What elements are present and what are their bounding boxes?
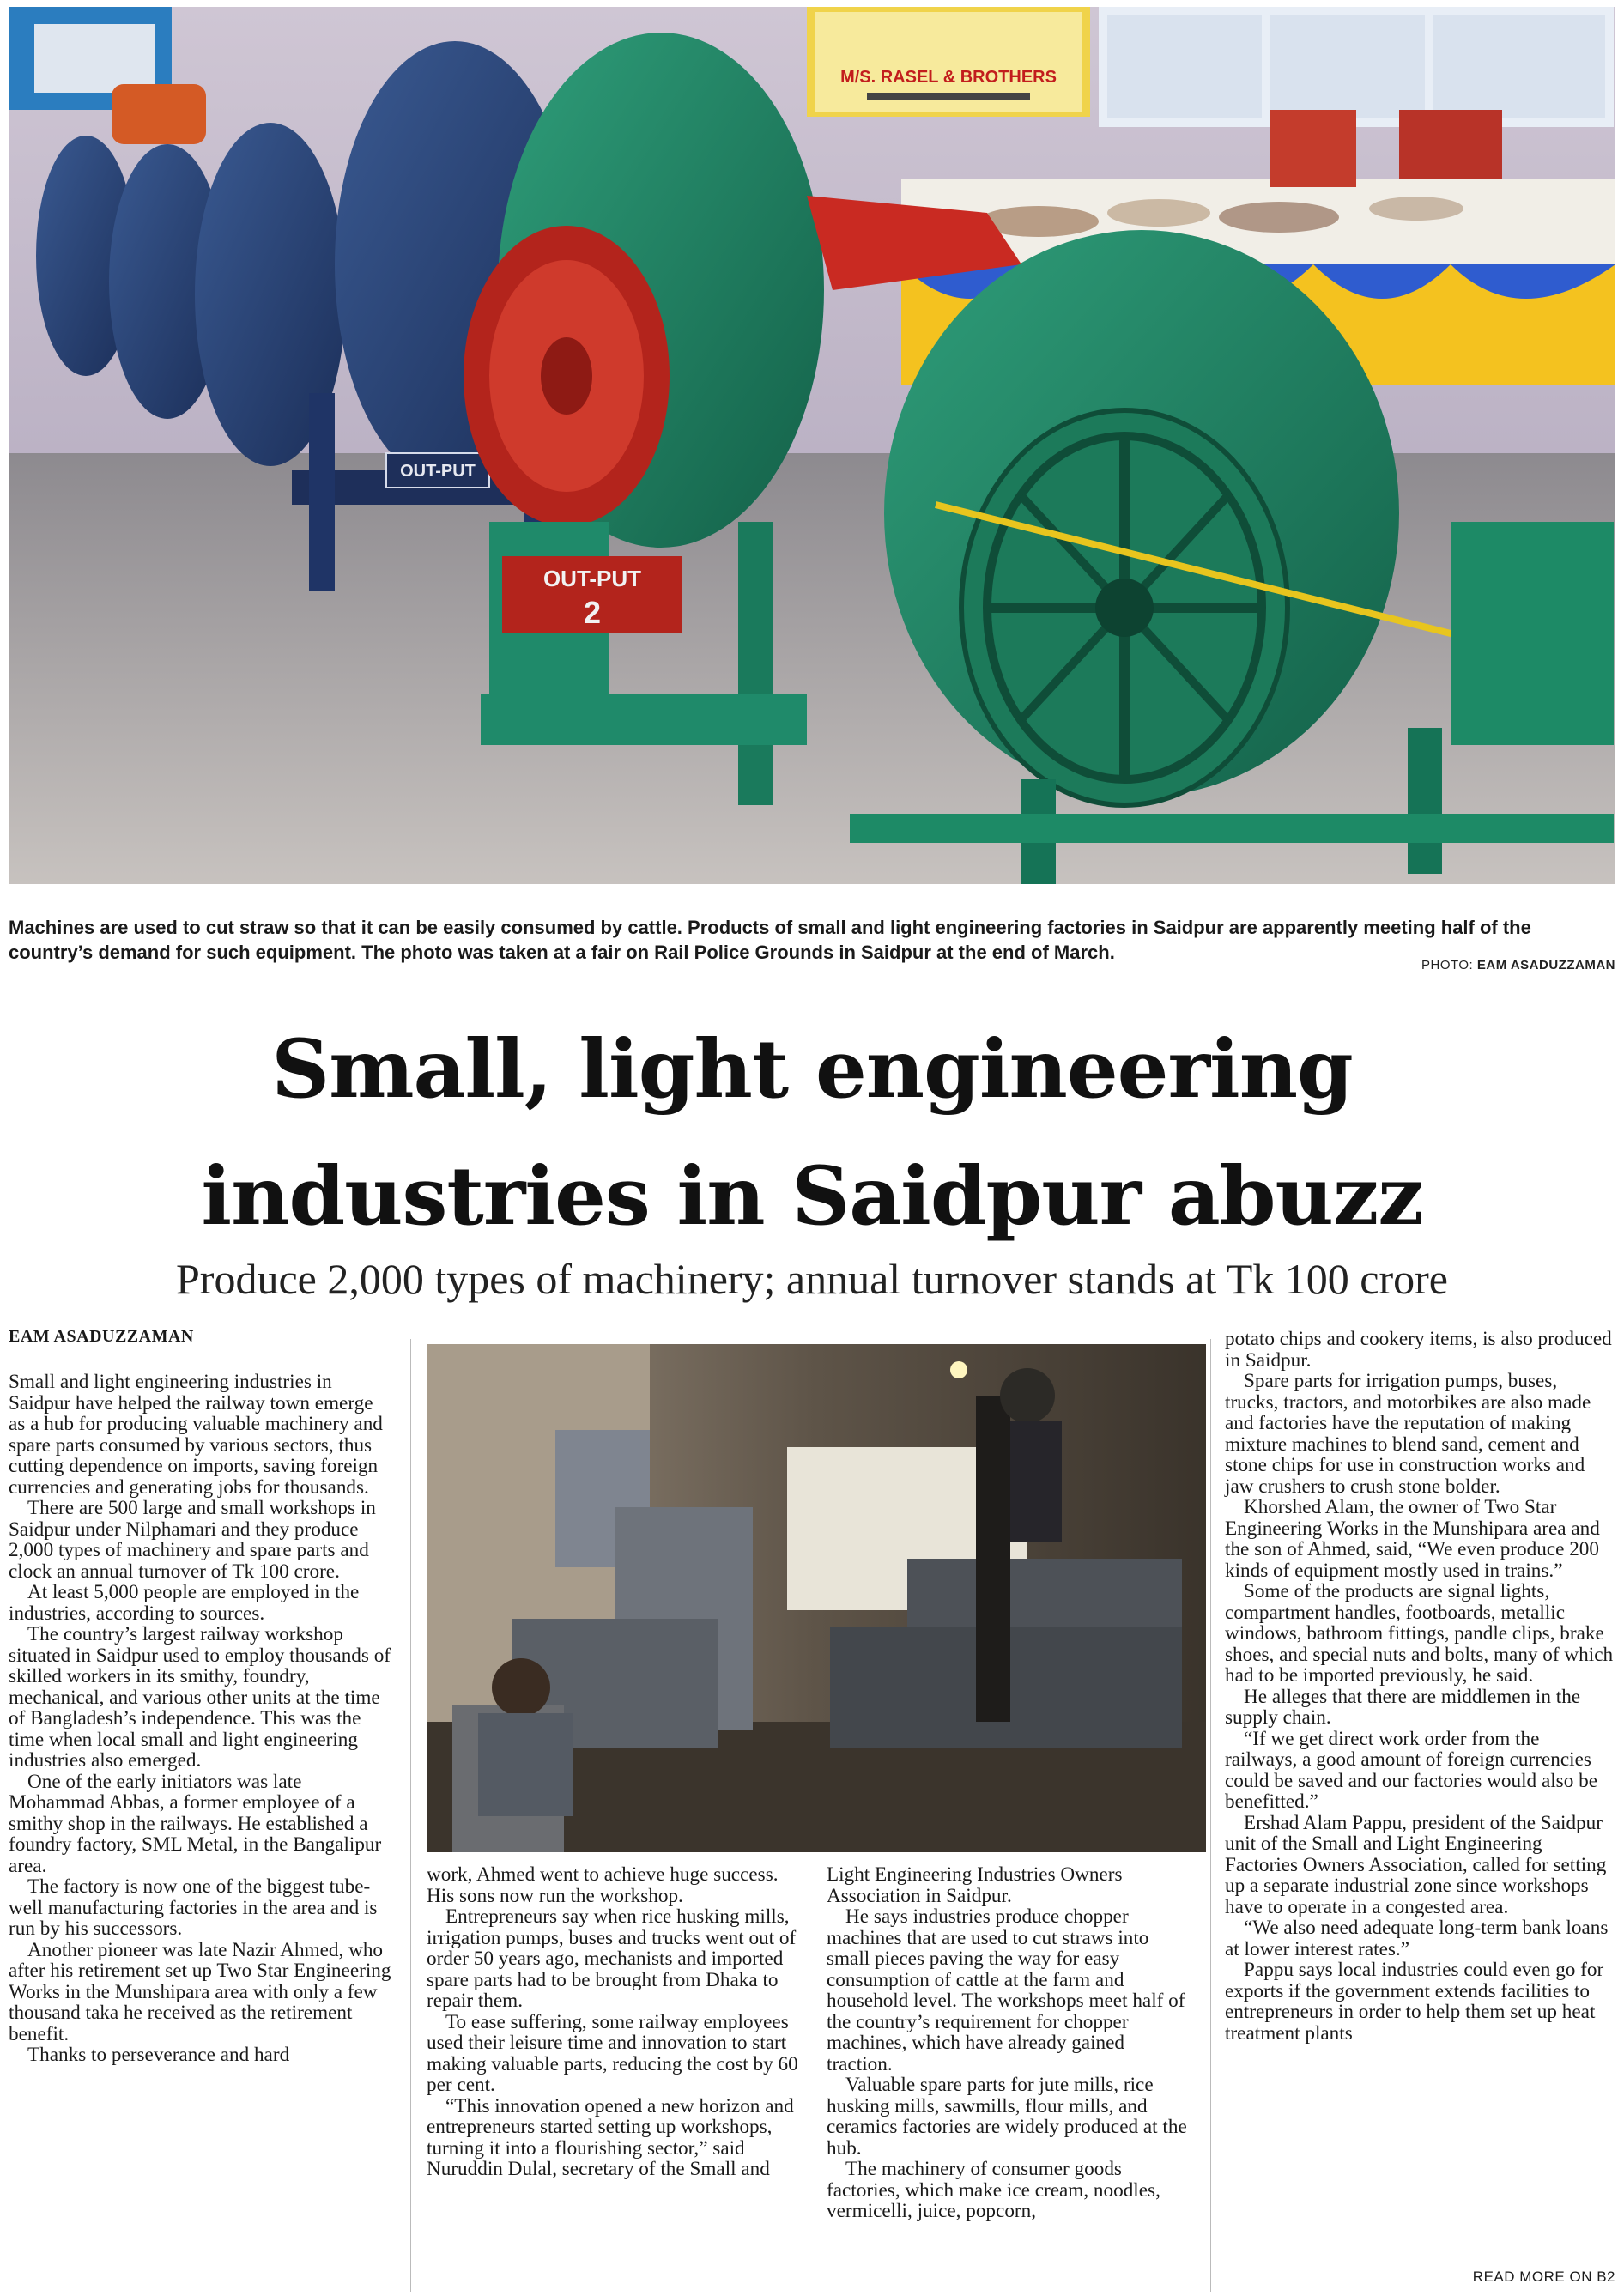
article-paragraph: One of the early initiators was late Mohammad Abbas, a former employee of a smithy shop in the railways. He established a foundry factory, SML Metal, in the Bangalipur area. <box>9 1770 382 1877</box>
headline <box>0 1006 1624 1260</box>
article-paragraph: “If we get direct work order from the railways, a good amount of foreign currencies could be saved and our factories would also be benefitted.” <box>1225 1727 1597 1813</box>
article-paragraph: To ease suffering, some railway employees used their leisure time and innovation to start making valuable parts, reducing the cost by 60 per cent. <box>427 2010 798 2096</box>
article-paragraph: “We also need adequate long-term bank loans at lower interest rates.” <box>1225 1917 1609 1960</box>
out-put-plate-2 <box>502 556 682 633</box>
workshop-photo <box>427 1344 1206 1852</box>
article-paragraph: There are 500 large and small workshops in Saidpur under Nilphamari and they produce 2,000 types of machinery and spare parts and clock an annual turnover of Tk 100 crore. <box>9 1497 376 1583</box>
article-paragraph: Another pioneer was late Nazir Ahmed, who after his retirement set up Two Star Engineering Works in the Munshipara area with only a few thousand taka he received as the retirement benefit. <box>9 1938 391 2045</box>
article-column-3 <box>827 1864 1194 2222</box>
article-column-4 <box>1225 1329 1615 2044</box>
svg-text:OUT-PUT: OUT-PUT <box>400 462 476 481</box>
article-paragraph: Entrepreneurs say when rice husking mills, irrigation pumps, buses and trucks went out of order 50 years ago, mechanists and imported spare parts had to be brought from Dhaka to repair them. <box>427 1905 797 2012</box>
article-paragraph: The country’s largest railway workshop situated in Saidpur used to employ thousands of skilled workers in its smithy, foundry, mechanical, and various other units at the time of Bangladesh’s independence. This was the time when local small and light engineering industries also emerged. <box>9 1623 391 1772</box>
subheadline: Produce 2,000 types of machinery; annual turnover stands at Tk 100 crore <box>175 1255 1448 1303</box>
article-paragraph: “This innovation opened a new horizon and entrepreneurs started setting up workshops, turning it into a flourishing sector,” said Nuruddin Dulal, secretary of the Small and <box>427 2094 794 2180</box>
column-rule <box>1210 1339 1211 2292</box>
photo-credit-label: PHOTO: <box>1421 958 1474 972</box>
svg-text:2: 2 <box>583 595 602 630</box>
photo-credit-name: EAM ASADUZZAMAN <box>1476 958 1615 972</box>
article-column-1 <box>9 1372 392 2066</box>
column-rule <box>410 1339 411 2292</box>
rasel-brothers-sign <box>807 7 1090 117</box>
photo-credit <box>1421 958 1615 972</box>
article-paragraph: Some of the products are signal lights, compartment handles, footboards, metallic windows, bathroom fittings, pandle clips, brake shoes, and special nuts and bolts, many of which had to be imported previously, he said. <box>1225 1580 1614 1687</box>
article-paragraph: Small and light engineering industries in Saidpur have helped the railway town emerge as a hub for producing valuable machinery and spare parts consumed by various sectors, thus cutting dependence on imports, saving foreign currencies and generating jobs for thousands. <box>9 1371 383 1499</box>
photo-caption: Machines are used to cut straw so that it can be easily consumed by cattle. Products of small and light engineering factories in Saidpur are apparently meeting half of the country’s demand for such equipment. The photo was taken at a fair on Rail Police Grounds in Saidpur at the end of March. <box>9 917 1531 963</box>
lead-photo-illustration <box>9 7 1615 884</box>
article-paragraph: He alleges that there are middlemen in the supply chain. <box>1225 1685 1581 1729</box>
article-paragraph: potato chips and cookery items, is also produced in Saidpur. <box>1225 1328 1612 1372</box>
article-paragraph: Valuable spare parts for jute mills, rice husking mills, sawmills, flour mills, and ceramics factories are widely produced at the hub. <box>827 2074 1187 2160</box>
article-paragraph: Thanks to perseverance and hard <box>27 2044 290 2066</box>
article-paragraph: Khorshed Alam, the owner of Two Star Engineering Works in the Munshipara area and the son of Ahmed, said, “We even produce 200 kinds of equipment mostly used in trains.” <box>1225 1496 1600 1582</box>
article-paragraph: He says industries produce chopper machines that are used to cut straws into small pieces paving the way for easy consumption of cattle at the farm and household level. The workshops meet half of the country’s requirement for chopper machines, which have already gained traction. <box>827 1905 1185 2075</box>
out-put-plate-1 <box>386 453 489 488</box>
lead-photo <box>9 7 1615 884</box>
read-more-link[interactable]: READ MORE ON B2 <box>1472 2269 1615 2285</box>
article-paragraph: Light Engineering Industries Owners Association in Saidpur. <box>827 1863 1123 1907</box>
article-paragraph: The machinery of consumer goods factories, which make ice cream, noodles, vermicelli, juice, popcorn, <box>827 2158 1160 2222</box>
headline-line-2: industries in Saidpur abuzz <box>201 1149 1423 1244</box>
article-paragraph: Spare parts for irrigation pumps, buses, trucks, tractors, and motorbikes are also made and factories have the reputation of making mixture machines to blend sand, cement and stone chips for use in construction works and jaw crushers to crush stone bolder. <box>1225 1370 1591 1498</box>
article-paragraph: The factory is now one of the biggest tube-well manufacturing factories in the area and is run by his successors. <box>9 1875 378 1940</box>
article-paragraph: work, Ahmed went to achieve huge success. His sons now run the workshop. <box>427 1863 779 1907</box>
svg-text:OUT-PUT: OUT-PUT <box>542 566 642 591</box>
byline: EAM ASADUZZAMAN <box>9 1327 194 1346</box>
article-column-2 <box>427 1864 804 2180</box>
workshop-photo-illustration <box>427 1344 1206 1852</box>
article-paragraph: Pappu says local industries could even go for exports if the government extends facilities to entrepreneurs in order to help them set up heat treatment plants <box>1225 1959 1604 2045</box>
article-paragraph: At least 5,000 people are employed in the industries, according to sources. <box>9 1581 360 1625</box>
svg-text:M/S. RASEL & BROTHERS: M/S. RASEL & BROTHERS <box>840 68 1057 87</box>
headline-line-1: Small, light engineering <box>271 1022 1353 1117</box>
article-paragraph: Ershad Alam Pappu, president of the Saidpur unit of the Small and Light Engineering Factories Owners Association, called for setting up a separate industrial zone since workshops have to operate in a congested area. <box>1225 1811 1607 1918</box>
